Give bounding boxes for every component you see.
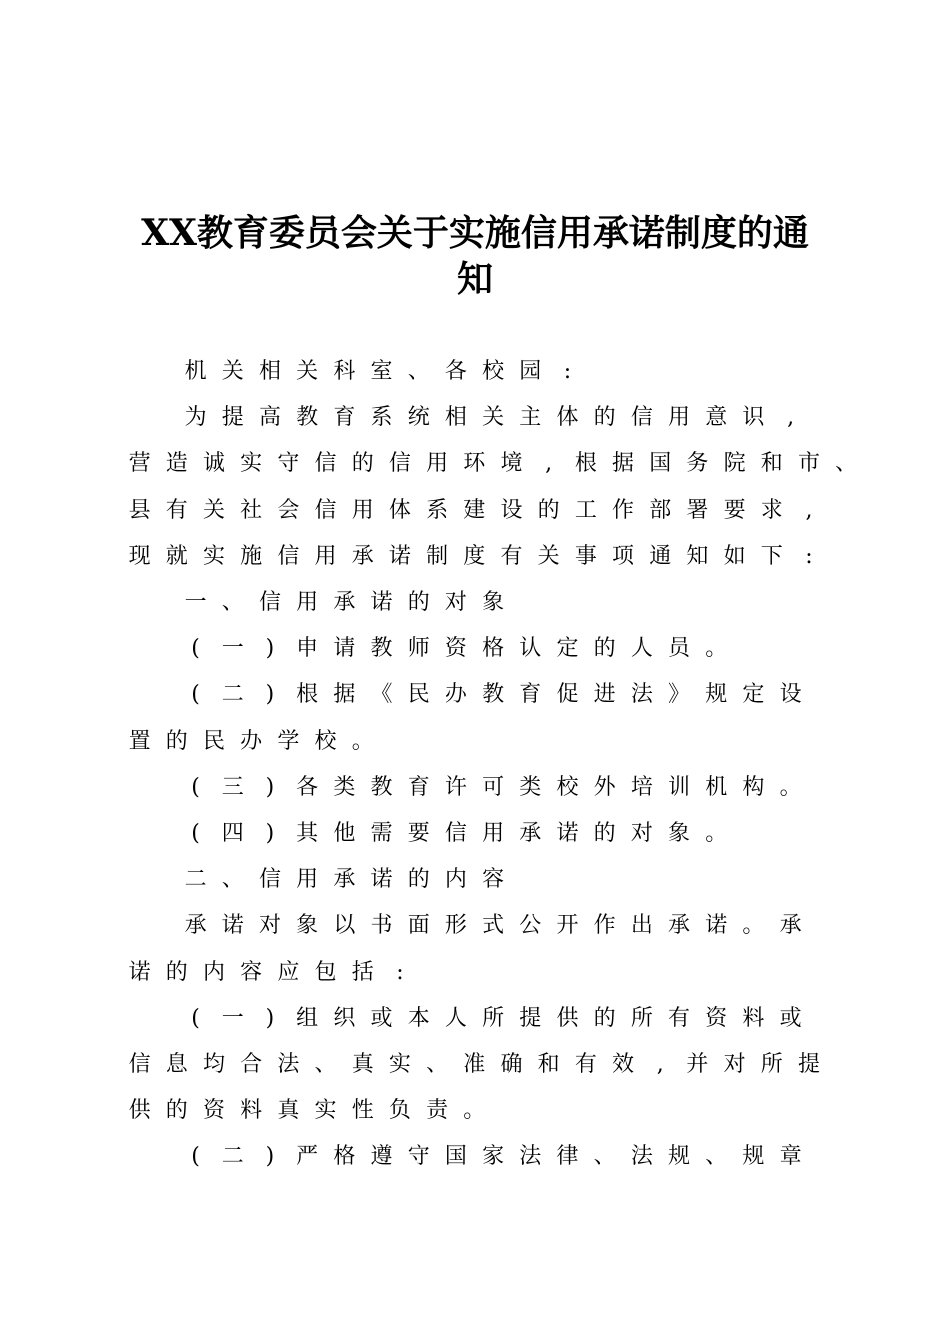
body-line: 诺 的 内 容 应 包 括 : — [128, 959, 404, 985]
body-line: ( 二 ) 根 据 《 民 办 教 育 促 进 法 》 规 定 设 — [191, 682, 802, 708]
document-title-line-2: 知 — [456, 258, 493, 300]
body-line: ( 一 ) 申 请 教 师 资 格 认 定 的 人 员 。 — [191, 636, 728, 662]
body-line: 信 息 均 合 法 、 真 实 、 准 确 和 有 效 , 并 对 所 提 — [128, 1052, 820, 1077]
body-line: 营 造 诚 实 守 信 的 信 用 环 境 , 根 据 国 务 院 和 市 、 — [128, 451, 858, 477]
body-line: 置 的 民 办 学 校 。 — [128, 728, 374, 754]
body-line: ( 二 ) 严 格 遵 守 国 家 法 律 、 法 规 、 规 章 — [191, 1144, 802, 1170]
body-line: 供 的 资 料 真 实 性 负 责 。 — [128, 1098, 486, 1124]
body-line: 县 有 关 社 会 信 用 体 系 建 设 的 工 作 部 署 要 求 , — [128, 497, 813, 523]
body-line: 一 、 信 用 承 诺 的 对 象 — [184, 590, 505, 615]
body-line: ( 四 ) 其 他 需 要 信 用 承 诺 的 对 象 。 — [191, 821, 728, 846]
body-line: ( 一 ) 组 织 或 本 人 所 提 供 的 所 有 资 料 或 — [191, 1005, 802, 1031]
body-line: 现 就 实 施 信 用 承 诺 制 度 有 关 事 项 通 知 如 下 : — [128, 543, 813, 569]
body-line: 为 提 高 教 育 系 统 相 关 主 体 的 信 用 意 识 , — [184, 405, 795, 431]
body-line: 二 、 信 用 承 诺 的 内 容 — [184, 867, 505, 893]
body-line: 承 诺 对 象 以 书 面 形 式 公 开 作 出 承 诺 。 承 — [184, 913, 802, 939]
body-line: 机 关 相 关 科 室 、 各 校 园 : — [184, 359, 572, 384]
body-line: ( 三 ) 各 类 教 育 许 可 类 校 外 培 训 机 构 。 — [191, 774, 802, 800]
document-title-line-1: XX教育委员会关于实施信用承诺制度的通 — [141, 212, 809, 254]
